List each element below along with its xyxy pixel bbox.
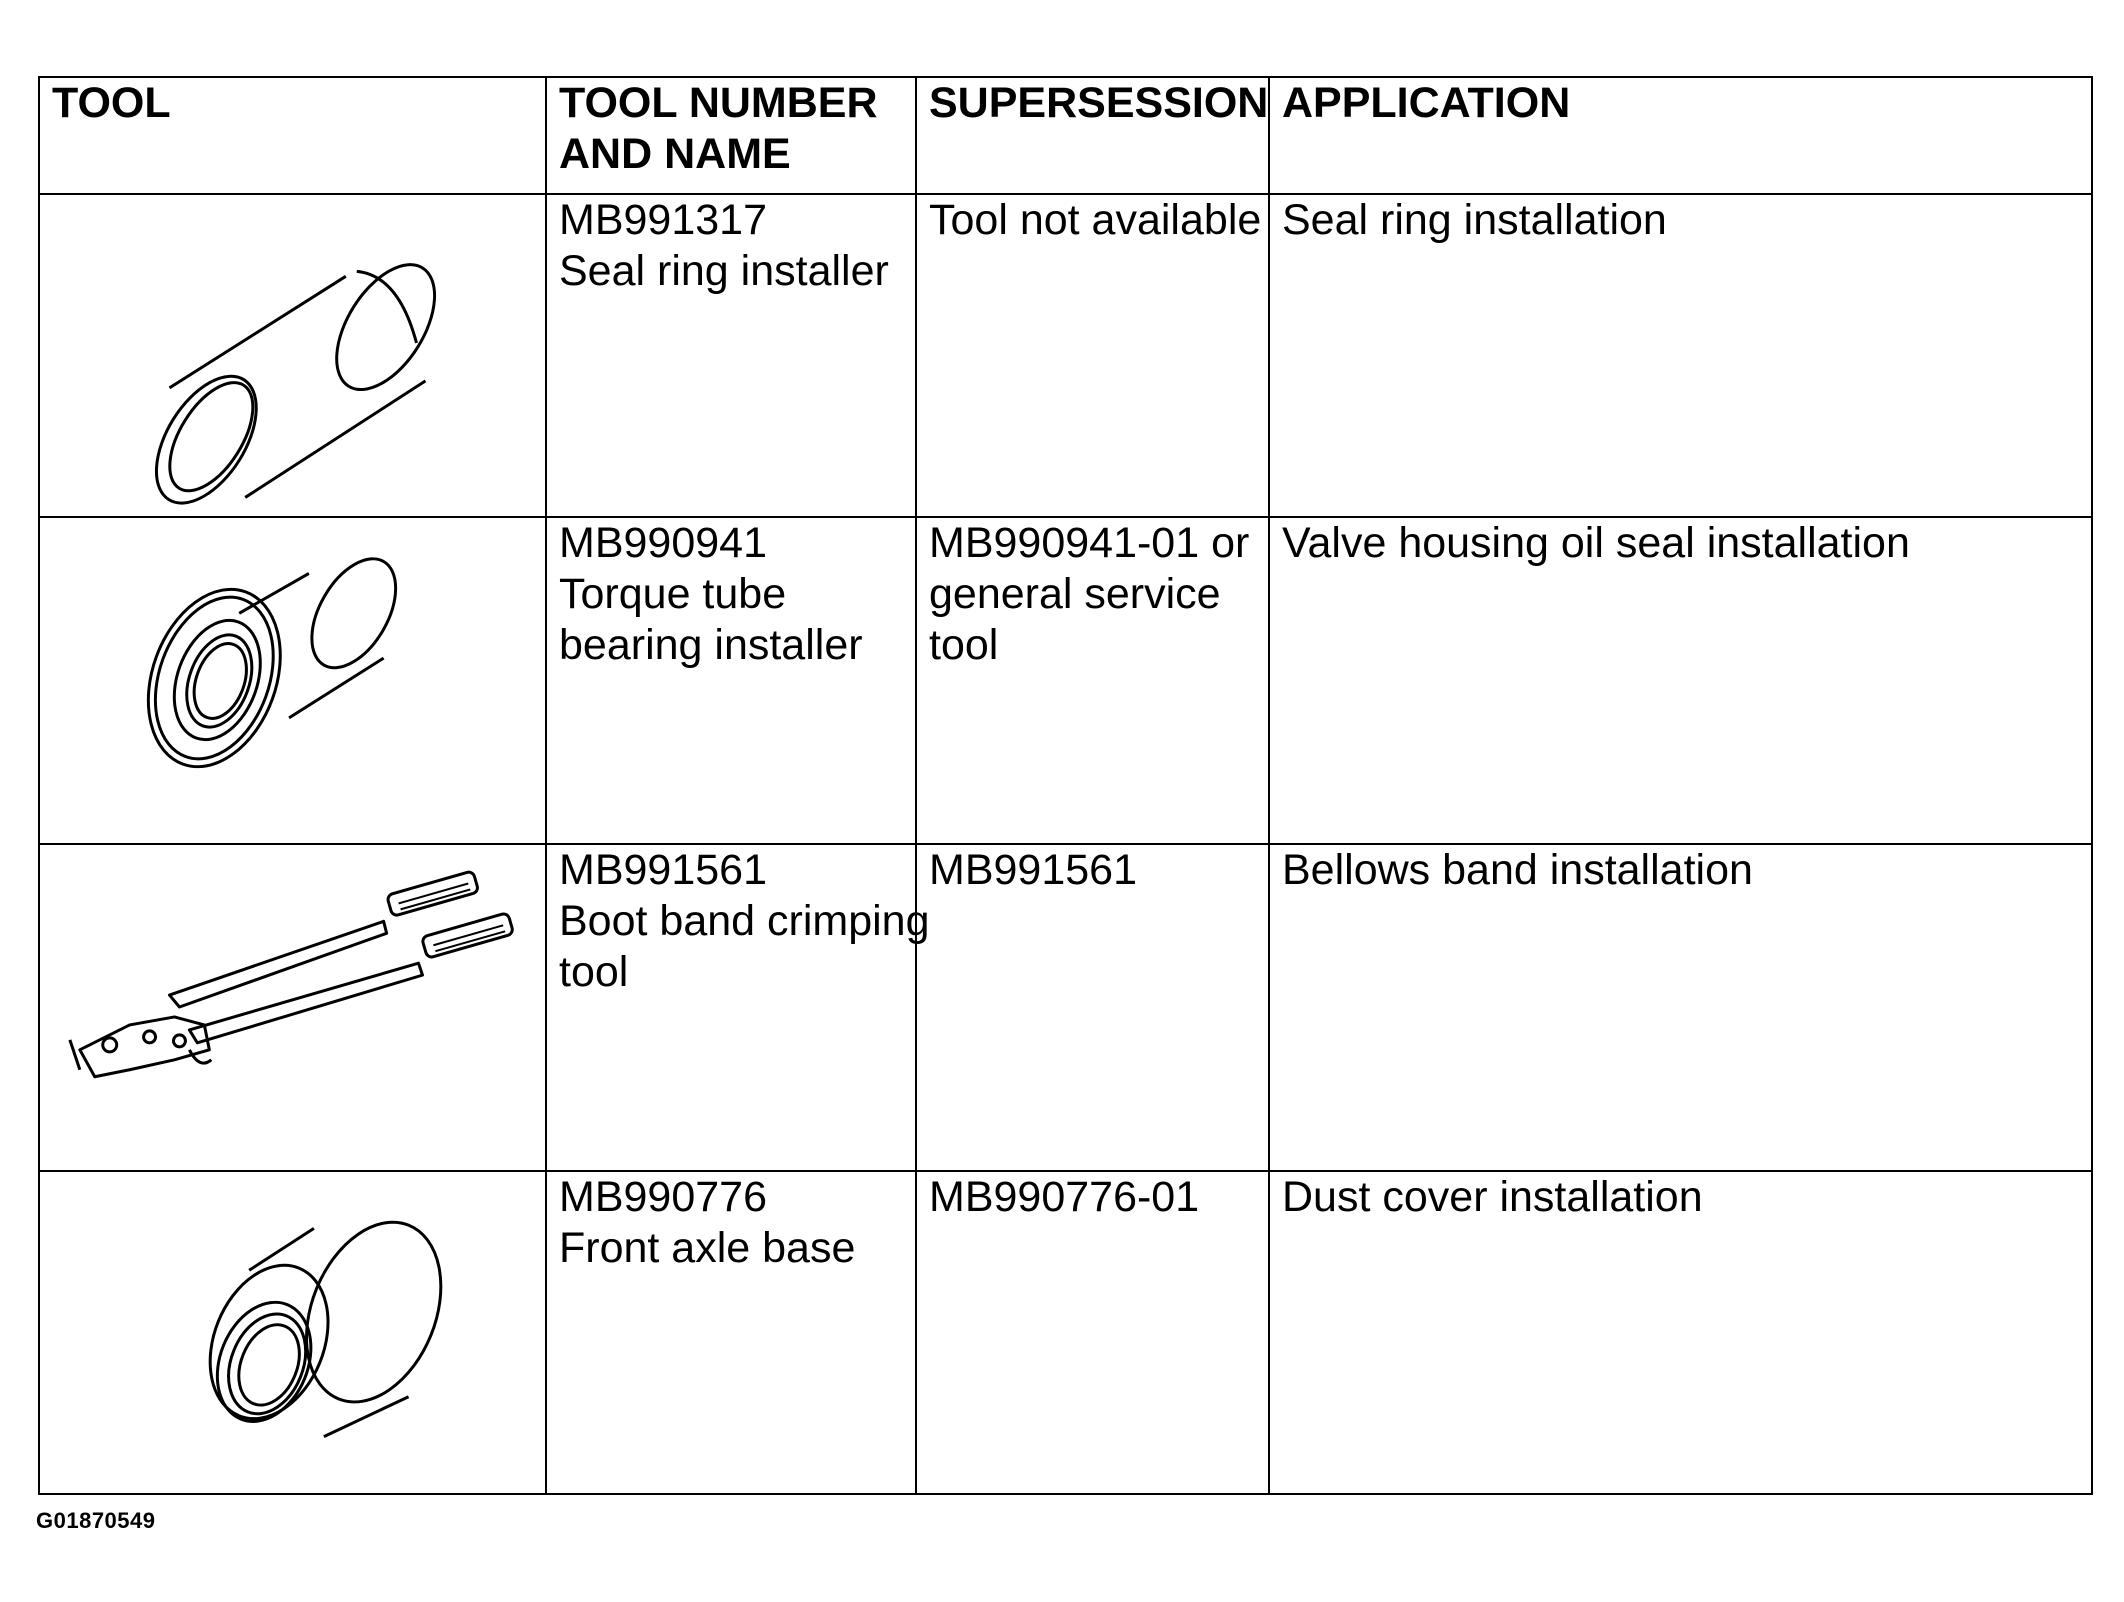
application-cell bbox=[1269, 194, 2092, 517]
application-cell bbox=[1269, 517, 2092, 844]
supersession-line: MB990776-01 bbox=[929, 1173, 1200, 1221]
header-supersession: SUPERSESSION bbox=[916, 77, 1269, 194]
tool-name-line: bearing installer bbox=[559, 621, 863, 669]
tool-number-cell bbox=[546, 844, 930, 1171]
table-row bbox=[39, 1171, 2092, 1494]
tool-number: MB991317 bbox=[559, 196, 767, 244]
bearing-installer-icon bbox=[40, 518, 545, 843]
supersession-line: general service bbox=[929, 570, 1221, 618]
table-row bbox=[39, 517, 2092, 844]
tool-number: MB990776 bbox=[559, 1173, 767, 1221]
table-row bbox=[39, 844, 2092, 1171]
special-tools-table bbox=[38, 76, 2093, 1495]
supersession-cell bbox=[916, 1171, 1269, 1494]
tool-name-line: Front axle base bbox=[559, 1224, 856, 1272]
application-text: Valve housing oil seal installation bbox=[1282, 519, 1910, 567]
front-axle-base-icon bbox=[40, 1172, 545, 1493]
tool-image-cell bbox=[39, 844, 546, 1171]
tool-name-line: tool bbox=[559, 948, 629, 996]
tool-image-cell bbox=[39, 517, 546, 844]
supersession-cell bbox=[916, 194, 1269, 517]
tool-number: MB991561 bbox=[559, 846, 767, 894]
supersession-line: tool bbox=[929, 621, 999, 669]
application-cell bbox=[1269, 844, 2092, 1171]
table-header-row bbox=[39, 77, 2092, 194]
supersession-cell bbox=[916, 517, 1269, 844]
tool-name-line: Seal ring installer bbox=[559, 247, 889, 295]
supersession-cell bbox=[916, 844, 1269, 1171]
header-tool-number-and-name bbox=[546, 77, 916, 194]
tool-image-cell bbox=[39, 194, 546, 517]
header-application: APPLICATION bbox=[1269, 77, 2092, 194]
header-number-line-1: TOOL NUMBER bbox=[559, 79, 878, 127]
application-text: Seal ring installation bbox=[1282, 196, 1667, 244]
figure-id: G01870549 bbox=[36, 1508, 156, 1533]
tool-name-line: Boot band crimping bbox=[559, 897, 930, 945]
supersession-line: MB990941-01 or bbox=[929, 519, 1250, 567]
table-row bbox=[39, 194, 2092, 517]
supersession-line: Tool not available bbox=[929, 196, 1262, 244]
supersession-line: MB991561 bbox=[929, 846, 1137, 894]
application-text: Dust cover installation bbox=[1282, 1173, 1703, 1221]
application-text: Bellows band installation bbox=[1282, 846, 1753, 894]
tool-number: MB990941 bbox=[559, 519, 767, 567]
crimping-tool-icon bbox=[40, 845, 545, 1170]
tool-number-cell bbox=[546, 517, 916, 844]
header-number-line-2: AND NAME bbox=[559, 130, 791, 178]
application-cell bbox=[1269, 1171, 2092, 1494]
header-tool: TOOL bbox=[39, 77, 546, 194]
tool-name-line: Torque tube bbox=[559, 570, 787, 618]
tool-number-cell bbox=[546, 194, 916, 517]
seal-ring-installer-icon bbox=[40, 195, 545, 516]
tool-image-cell bbox=[39, 1171, 546, 1494]
tool-number-cell bbox=[546, 1171, 916, 1494]
